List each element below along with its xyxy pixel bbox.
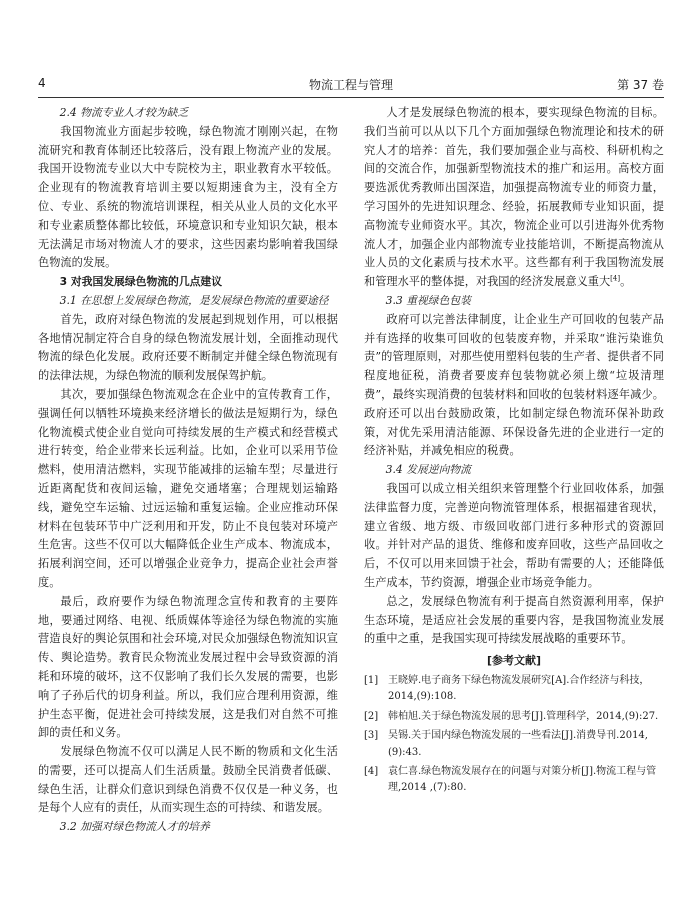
body-paragraph: 人才是发展绿色物流的根本，要实现绿色物流的目标。我们当前可以从以下几个方面加强绿色物流理论和技术的研究人才的培养：首先，我们要加强企业与高校、科研机构之间的交流合作，加强新型物流技术的推广和运用。高校方面要选派优秀教师出国深造，加强提高物流专业的师资力量，学习国外的先进知识理念、经验，拓展教师专业知识面，提高物流专业师资水平。其次，物流企业可以引进海外优秀物流人才，加强企业内部物流专业技能培训，不断提高物流从业人员的文化素质与技术水平。这些都有利于我国物流发展和管理水平的整体提，对我国的经济发展意义重大[4]。 [364, 106, 664, 289]
reference-number: [1] [364, 674, 379, 686]
header-divider [38, 97, 664, 98]
reference-item [364, 673, 664, 706]
reference-item [364, 764, 664, 797]
page-header [38, 76, 664, 94]
body-paragraph: 总之，发展绿色物流有利于提高自然资源利用率，保护生态环境，是适应社会发展的重要内容，是我国物流业发展的重中之重，是我国实现可持续发展战略的重要环节。 [364, 594, 664, 646]
section-heading: 3.2 加强对绿色物流人才的培养 [59, 820, 210, 834]
reference-text: 吴锡.关于国内绿色物流发展的一些看法[J].消费导刊.2014,(9):43. [388, 730, 648, 758]
body-paragraph: 我国可以成立相关组织来管理整个行业回收体系，加强法律监督力度，完善逆向物流管理体系，根据福建省现状，建立省级、地方级、市级回收部门进行多种形式的资源回收。并针对产品的退货、维修和废弃回收，这些产品回收之后，不仅可以用来回馈于社会，帮助有需要的人；还能降低生产成本，节约资源，增强企业市场竞争能力。 [364, 481, 664, 589]
reference-item [364, 728, 664, 761]
reference-text: 王晓婷.电子商务下绿色物流发展研究[A].合作经济与科技，2014,(9):108. [388, 674, 650, 703]
citation-marker: [4] [610, 274, 621, 283]
body-paragraph: 我国物流业方面起步较晚，绿色物流才刚刚兴起，在物流研究和教育体制还比较落后，没有跟上物流产业的发展。我国开设物流专业以大中专院校为主，职业教育水平较低。企业现有的物流教育培训主要以短期速食为主，没有全方位、专业、系统的物流培训课程，相关从业人员的文化水平和专业素质整体都比较低，环境意识和专业知识欠缺，根本无法满足市场对物流人才的要求，这些因素均影响着我国绿色物流的发展。 [38, 124, 338, 270]
right-column-body [364, 104, 664, 649]
reference-number: [4] [364, 765, 379, 777]
references-heading: [参考文献] [486, 654, 542, 668]
reference-item [364, 709, 664, 725]
references-list [364, 673, 664, 797]
body-paragraph: 其次，要加强绿色物流观念在企业中的宣传教育工作，强调任何以牺牲环境换来经济增长的做法是短期行为，绿色化物流模式使企业自觉向可持续发展的生产模式和经营模式进行转变，给企业带来长远利益。比如，企业可以采用节俭燃料，使用清洁燃料，实现节能减排的运输车型；尽量进行近距离配货和夜间运输，避免交通堵塞；合理规划运输路线，避免空车运输、过远运输和重复运输。企业应推动环保材料在包装环节中广泛利用和开发，防止不良包装对环境产生危害。这些不仅可以大幅降低企业生产成本、物流成本，拓展利润空间，还可以增强企业竞争力，提高企业社会声誉度。 [38, 387, 338, 589]
section-heading: 3.4 发展逆向物流 [385, 463, 471, 477]
volume-label: 第 37 卷 [617, 78, 664, 92]
section-heading: 3.3 重视绿色包装 [385, 293, 471, 307]
body-paragraph: 发展绿色物流不仅可以满足人民不断的物质和文化生活的需要，还可以提高人们生活质量。鼓励全民消费者低碳、绿色生活，让群众们意识到绿色消费不仅仅是一种义务，也是每个人应有的责任，从而实现生态的可持续、和谐发展。 [38, 745, 338, 815]
body-paragraph: 政府可以完善法律制度，让企业生产可回收的包装产品并有选择的收集可回收的包装废弃物，并采取“谁污染谁负责”的管理原则，对那些使用塑料包装的生产者、提供者不同程度地征税，消费者要废弃包装物就必须上缴“垃圾清理费”，最终实现消费的包装材料和回收的包装材料逐年减少。政府还可以出台鼓励政策，比如制定绿色物流环保补助政策，对优先采用清洁能源、环保设备先进的企业进行一定的经济补贴，并减免相应的税费。 [364, 312, 664, 458]
section-heading: 3 对我国发展绿色物流的几点建议 [59, 275, 223, 289]
body-paragraph: 首先，政府对绿色物流的发展起到规划作用，可以根据各地情况制定符合自身的绿色物流发展计划，全面推动现代物流的绿色化发展。政府还要不断制定并健全绿色物流现有的法律法规，为绿色物流的顺利发展保驾护航。 [38, 312, 338, 383]
section-heading: 3.1 在思想上发展绿色物流，是发展绿色物流的重要途径 [59, 293, 329, 307]
reference-number: [3] [364, 730, 379, 742]
body-paragraph: 最后，政府要作为绿色物流理念宣传和教育的主要阵地，要通过网络、电视、纸质媒体等途径为绿色物流的实施营造良好的舆论氛围和社会环境,对民众加强绿色物流知识宣传、舆论造势。教育民众物流业发展过程中会导致资源的消耗和环境的破坏，这不仅影响了我们长久发展的需要，也影响了子孙后代的切身利益。所以，我们应合理利用资源，维护生态平衡，促进社会可持续发展，这是我们对自然不可推卸的责任和义务。 [38, 594, 338, 740]
journal-title: 物流工程与管理 [308, 78, 393, 92]
reference-text: 袁仁喜.绿色物流发展存在的问题与对策分析[J].物流工程与管理,2014 ,(7):80. [388, 765, 657, 794]
section-heading: 2.4 物流专业人才较为缺乏 [59, 106, 189, 119]
page-number: 4 [38, 76, 46, 90]
reference-text: 韩柏旭.关于绿色物流发展的思考[J].管理科学，2014,(9):27. [388, 710, 659, 722]
reference-number: [2] [364, 710, 379, 722]
left-column [38, 104, 338, 837]
right-column [364, 104, 664, 800]
